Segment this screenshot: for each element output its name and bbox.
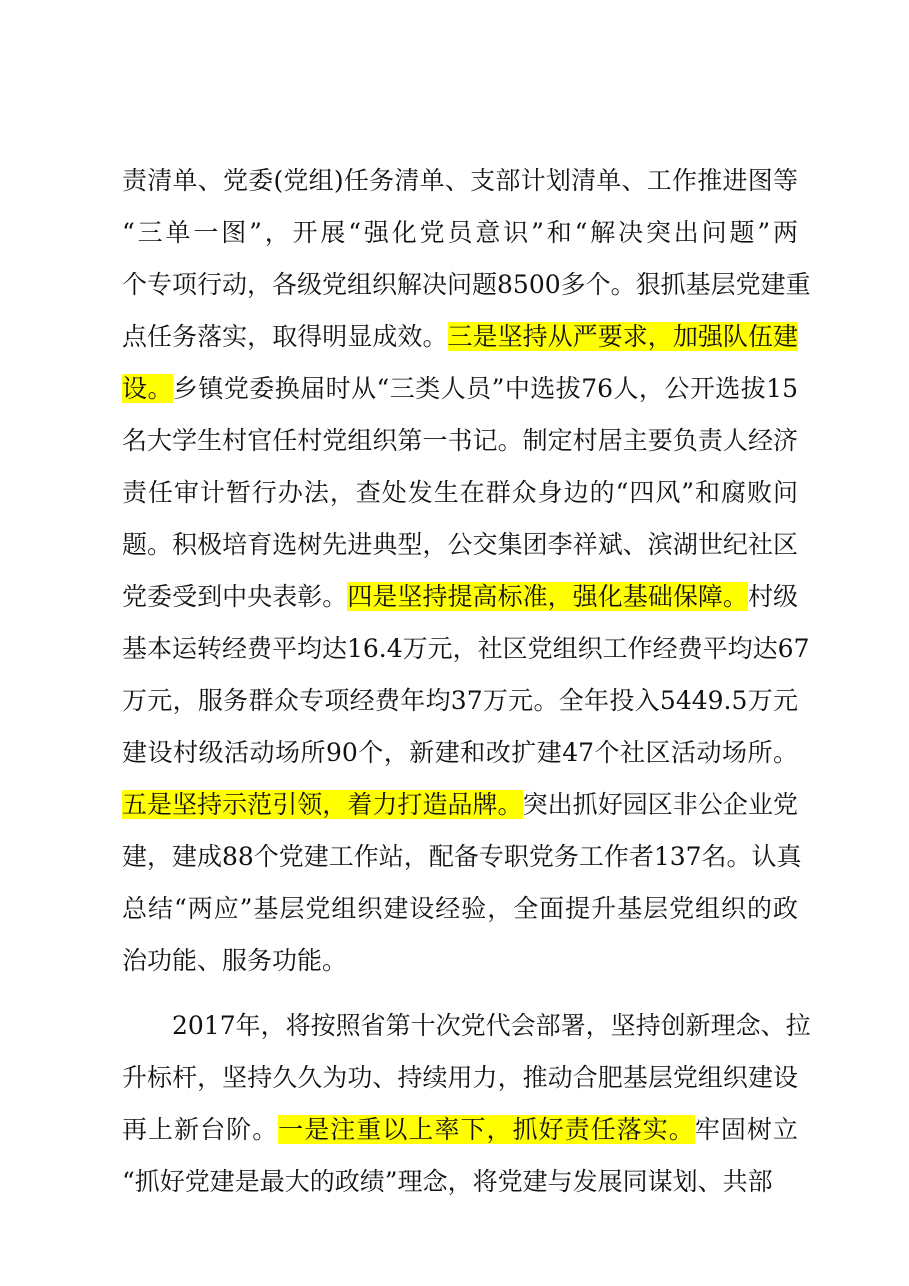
text-line [122,727,798,779]
text-line [122,571,798,623]
text-run: 治功能、服务功能。 [122,946,348,975]
document-body [122,155,811,1208]
text-line [122,207,798,259]
highlighted-text: 五是坚持示范引领，着力打造品牌。 [122,790,523,819]
text-line [122,467,798,519]
text-run: 党委受到中央表彰。 [122,582,348,611]
text-line [122,155,798,207]
text-run: 2017年，将按照省第十次党代会部署，坚持创新理念、拉 [122,1011,811,1040]
text-line [122,259,811,311]
text-line [122,1104,798,1156]
text-run: 题。积极培育选树先进典型，公交集团李祥斌、滨湖世纪社区 [122,530,798,559]
text-run: 乡镇党委换届时从“三类人员”中选拔76人，公开选拔15 [172,374,798,403]
text-run: 村级 [747,582,798,611]
text-line [122,1156,798,1208]
text-run: 建，建成88个党建工作站，配备专职党务工作者137名。认真 [122,842,802,871]
text-line [122,311,798,363]
highlighted-text: 一是注重以上率下，抓好责任落实。 [278,1115,695,1144]
text-run: 总结“两应”基层党组织建设经验，全面提升基层党组织的政 [122,894,798,923]
text-line [122,415,798,467]
text-line [122,883,798,935]
text-line [122,363,798,415]
highlighted-text: 四是坚持提高标准，强化基础保障。 [347,582,748,611]
text-line [122,779,798,831]
paragraph-gap [122,987,798,1000]
highlighted-text: 设。 [122,374,173,403]
text-run: 责清单、党委(党组)任务清单、支部计划清单、工作推进图等 [122,166,798,195]
text-run: 建设村级活动场所90个，新建和改扩建47个社区活动场所。 [122,738,798,767]
text-line [122,1000,811,1052]
text-run: 责任审计暂行办法，查处发生在群众身边的“四风”和腐败问 [122,478,798,507]
text-line [122,623,810,675]
text-run: 个专项行动，各级党组织解决问题8500多个。狠抓基层党建重 [122,270,811,299]
text-run: “三单一图”，开展“强化党员意识”和“解决突出问题”两 [122,218,798,247]
highlighted-text: 三是坚持从严要求，加强队伍建 [447,322,798,351]
text-run: 点任务落实，取得明显成效。 [122,322,448,351]
text-run: “抓好党建是最大的政绩”理念，将党建与发展同谋划、共部 [122,1167,773,1196]
text-run: 突出抓好园区非公企业党 [522,790,798,819]
text-line [122,831,802,883]
text-line [122,519,798,571]
text-line [122,675,798,727]
paragraph-1 [122,155,811,987]
text-run: 再上新台阶。 [122,1115,279,1144]
text-line [122,935,798,987]
paragraph-2 [122,1000,811,1208]
text-run: 升标杆，坚持久久为功、持续用力，推动合肥基层党组织建设 [122,1063,798,1092]
text-run: 名大学生村官任村党组织第一书记。制定村居主要负责人经济 [122,426,798,455]
text-run: 基本运转经费平均达16.4万元，社区党组织工作经费平均达67 [122,634,810,663]
text-run: 牢固树立 [694,1115,798,1144]
text-line [122,1052,798,1104]
text-run: 万元，服务群众专项经费年均37万元。全年投入5449.5万元 [122,686,798,715]
